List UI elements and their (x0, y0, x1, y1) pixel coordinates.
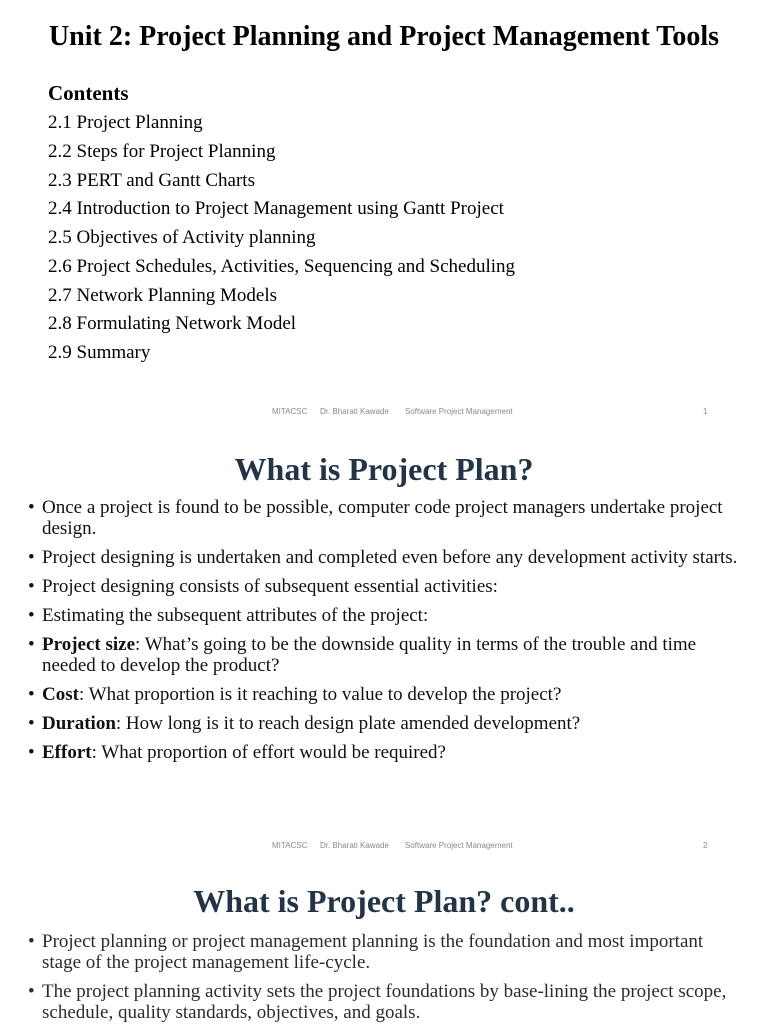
toc-item: 2.7 Network Planning Models (48, 284, 278, 306)
slide-footer (0, 841, 768, 855)
bullet-item (28, 684, 744, 705)
bullet-item (28, 547, 744, 568)
bullet-text: Project designing is undertaken and completed even before any development activity starts. (42, 547, 738, 568)
bullet-dot: • (28, 713, 35, 734)
bullet-dot: • (28, 931, 35, 952)
bullet-text: Project designing consists of subsequent essential activities: (42, 576, 498, 597)
bullet-list (28, 497, 744, 771)
bullet-item (28, 981, 744, 1023)
bullet-text: : What’s going to be the downside quality in terms of the trouble and time needed to develop the product? (42, 634, 697, 676)
bullet-text: The project planning activity sets the project foundations by base-lining the project scope, schedule, quality standards, objectives, and goals. (42, 981, 727, 1023)
bullet-text: Estimating the subsequent attributes of the project: (42, 605, 429, 626)
bullet-dot: • (28, 576, 35, 597)
bullet-dot: • (28, 742, 35, 763)
footer-author: Dr. Bharati Kawade (320, 841, 389, 850)
toc-item: 2.8 Formulating Network Model (48, 313, 297, 335)
footer-org: MITACSC (272, 407, 308, 416)
bullet-item (28, 931, 744, 973)
bullet-dot: • (28, 981, 35, 1002)
toc-item: 2.4 Introduction to Project Management using Gantt Project (48, 198, 504, 220)
slide-title: Unit 2: Project Planning and Project Management Tools (48, 21, 720, 52)
footer-org: MITACSC (272, 841, 308, 850)
bullet-text: Once a project is found to be possible, computer code project managers undertake project design. (42, 497, 723, 539)
footer-page-number: 2 (703, 841, 708, 850)
bullet-bold-term: Project size (42, 634, 136, 655)
footer-course: Software Project Management (405, 841, 513, 850)
slide-title: What is Project Plan? cont.. (193, 883, 575, 919)
bullet-list (28, 931, 744, 1031)
bullet-text: : What proportion of effort would be required? (91, 742, 446, 763)
footer-author: Dr. Bharati Kawade (320, 407, 389, 416)
bullet-bold-term: Effort (42, 742, 92, 763)
bullet-item (28, 713, 744, 734)
bullet-text: : What proportion is it reaching to value to develop the project? (78, 684, 562, 705)
toc-item: 2.1 Project Planning (48, 112, 203, 133)
bullet-item (28, 576, 744, 597)
bullet-dot: • (28, 684, 35, 705)
bullet-bold-term: Cost (42, 684, 79, 705)
slide-title: What is Project Plan? (234, 451, 534, 487)
footer-page-number: 1 (703, 407, 708, 416)
toc-item: 2.5 Objectives of Activity planning (48, 227, 316, 248)
slide-2 (0, 434, 768, 868)
bullet-text: : How long is it to reach design plate amended development? (115, 713, 581, 734)
table-of-contents (48, 111, 515, 370)
slide-footer (0, 407, 768, 421)
toc-item: 2.6 Project Schedules, Activities, Sequencing and Scheduling (48, 255, 516, 277)
bullet-item (28, 497, 744, 539)
bullet-dot: • (28, 605, 35, 626)
slide-1 (0, 0, 768, 434)
bullet-item (28, 605, 744, 626)
bullet-text: Project planning or project management planning is the foundation and most important stage of the project management life-cycle. (42, 931, 704, 973)
bullet-dot: • (28, 547, 35, 568)
toc-item: 2.9 Summary (48, 342, 151, 363)
footer-course: Software Project Management (405, 407, 513, 416)
toc-item: 2.2 Steps for Project Planning (48, 140, 276, 162)
toc-item: 2.3 PERT and Gantt Charts (48, 169, 255, 191)
bullet-item (28, 634, 744, 676)
slide-3 (0, 868, 768, 1024)
bullet-dot: • (28, 634, 35, 655)
contents-heading: Contents (48, 81, 129, 105)
bullet-bold-term: Duration (42, 713, 116, 734)
bullet-item (28, 742, 744, 763)
bullet-dot: • (28, 497, 35, 518)
